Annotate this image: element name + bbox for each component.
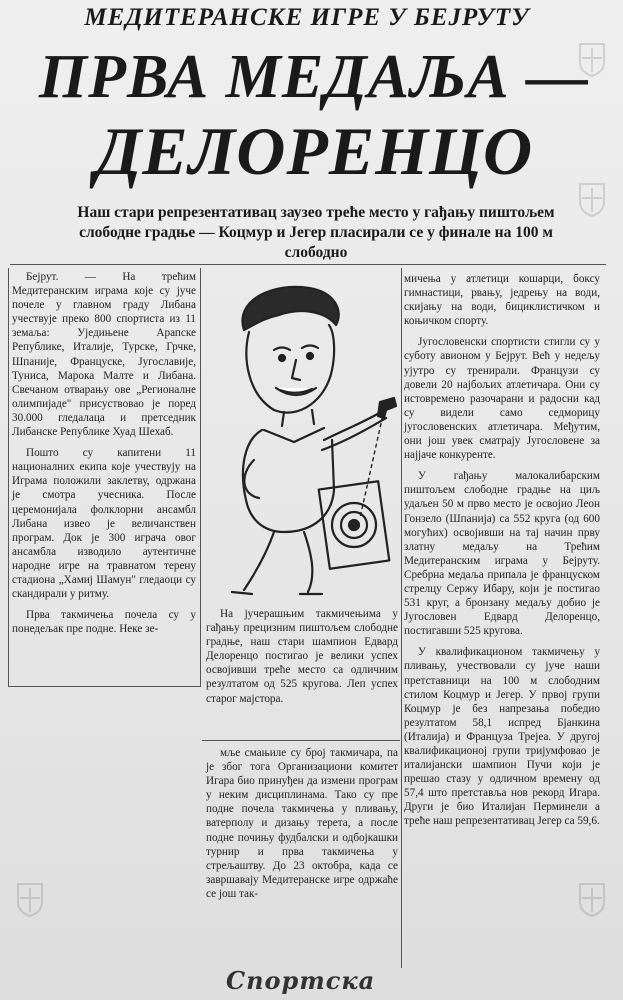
kicker-headline: МЕДИТЕРАНСКЕ ИГРЕ У БЕЈРУТУ [84,4,530,31]
header-divider [10,264,606,265]
serbian-cross-watermark-icon [572,180,612,220]
paragraph: У гађању малокалибарским пиштољем слободне градње на циљ удаљен 50 м прво место је освојио Леон Гонзело (Шпанија) са 552 круга (од 600 могућих) освојивши на тај начин прву златну медаљу на Трећим Медитеранским играма у Бејруту. Сребрна медаља припала је француском стрелцу Сержу Ибару, који је постигао 531 круг, а бронзану медаљу добио је Југословен Едвард Делоренцо, постигавши 525 кругова. [404,470,600,638]
left-border [8,268,9,686]
paragraph: Пошто су капитени 11 националних екипа које учествују на Играма положили заклетву, одржана је смотра учесника. После церемонијала фолклорни ансамбл Либана извео је величанствен програм. Док је 300 играча овог ансамбла изводило аутентичне народне игре на травнатом терену стадиона „Хамиј Шамун" гледаоци су скандирали у ритму. [12,447,196,601]
column-divider-1 [200,268,201,686]
article-column-1 [12,270,196,643]
article-column-3 [404,272,600,836]
paragraph: мичења у атлетици кошарци, боксу гимнастици, рвању, једрењу на води, скијању на води, бициклистичком и коњичком спорту. [404,273,600,328]
column1-bottom-rule [8,686,201,687]
paragraph: На јучерашњим такмичењима у гађању прецизним пиштољем слободне градње, наш стари шампион Едвард Делоренцо постигао је велики успех освојивши треће место са одличним резултатом од 525 кругова. Леп успех старог мајстора. [206,608,398,705]
signature-stamp: Спортска [226,966,376,995]
subheadline: Наш стари репрезентативац заузео треће место у гађању пиштољем слободне градње — Коцмур и Јегер пласирали се у финале на 100 м слободно [77,204,555,261]
serbian-cross-watermark-icon [572,40,612,80]
cartoon-shooter-illustration [204,270,398,600]
column2-box-rule [202,740,400,741]
main-headline-line-2: ДЕЛОРЕНЦО [94,113,534,189]
main-headline-line-1: ПРВА МЕДАЉА — [38,43,590,111]
shooter-caricature-icon [204,270,398,600]
paragraph: Југословенски спортисти стигли су у суботу авионом у Бејрут. Већ у недељу ујутро су тренирали. Французи су довели 20 најбољих атлетичара. Они су истовремено разочарани и радосни кад су видели само седморицу југословенских атлетичара. Међутим, они још увек сматрају Југословене за најјаче конкуренте. [404,336,600,462]
serbian-cross-watermark-icon [10,880,50,920]
article-column-2-continued [206,746,398,908]
paragraph: У квалификационом такмичењу у пливању, учествовали су јуче наши претставници на 100 м слободним стилом Коцмур и Јегер. У првој групи Коцмур је без напрезања победио резултатом 58,1 испред Бјанкина (Италија) и Француза Трејеа. У другој квалификационој групи тријумфовао је италијански шампион Пучи који је прешао стазу у одличном времену од 57,4 што претставља нов рекорд Игара. Други је био Италијан Перминели а треће наш репрезентативац Јегер са 59,6. [404,646,600,828]
serbian-cross-watermark-icon [572,880,612,920]
column-divider-2 [401,268,402,968]
paragraph: Прва такмичења почела су у понедељак пре подне. Неке зе- [12,609,196,636]
paragraph: Бејрут. — На трећим Медитеранским играма које су јуче почеле у главном граду Либана учествује преко 800 спортиста из 11 земаља: Уједињене Арапске Републике, Италије, Турске, Грчке, Шпаније, Француске, Југославије, Туниса, Марока Малте и Либана. Свечаном отварању ове „Регионалне олимпијаде" присуствовао је поред 30.000 гледалаца и претседник Либанске Републике Хуад Шехаб. [12,271,196,439]
paragraph: мље смањиле су број такмичара, па је због тога Организациони комитет Игара био принуђен да измени програм у неким дисциплинама. Тако су пре подне почела такмичења у пливању, ватерполу и дизању терета, а после подне почињу фудбалски и одбојкашки турнир и прва такмичења у стрељаштву. До 23 октобра, када се завршавају Медитеранске игре одржаће се још так- [206,747,398,900]
article-column-2 [206,607,398,713]
